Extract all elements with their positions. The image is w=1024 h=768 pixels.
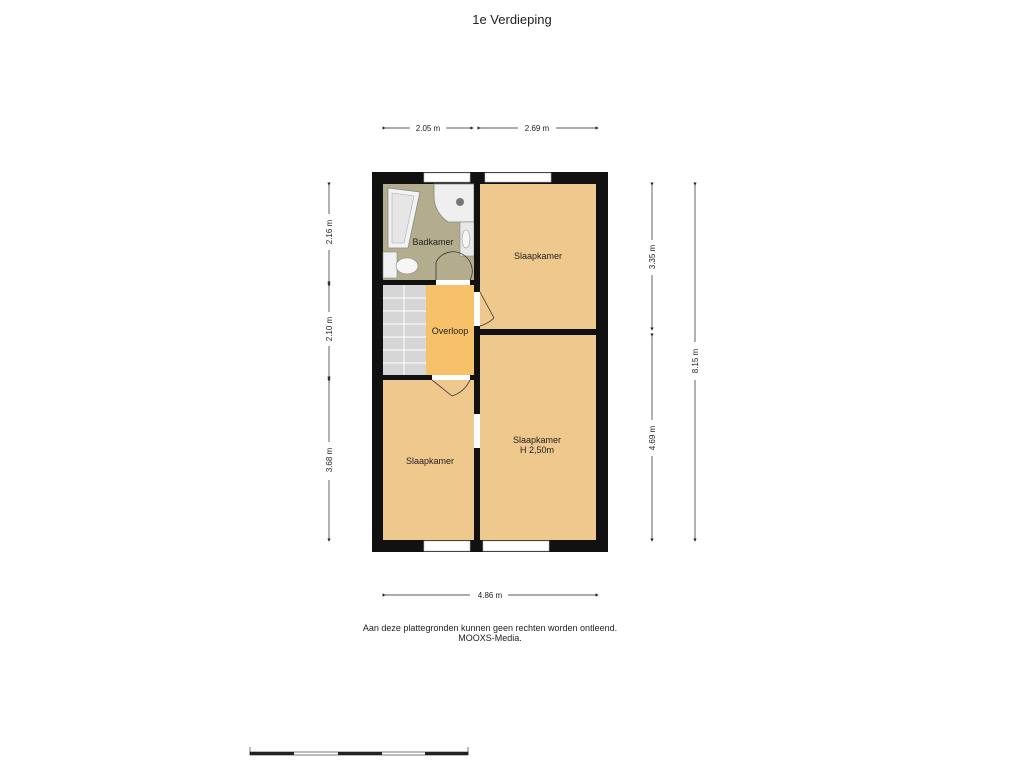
dim-label-bottom-total: 4.86 m	[477, 591, 503, 600]
dim-label-right-bottom: 4.69 m	[648, 425, 657, 451]
sink	[460, 222, 474, 256]
room-label-bathroom: Badkamer	[412, 237, 454, 247]
dim-label-left-top: 2.16 m	[325, 219, 334, 245]
room-label-bedroom-large-height: H 2,50m	[519, 445, 555, 455]
dim-label-right-total: 8.15 m	[691, 348, 700, 374]
room-label-bedroom-large: Slaapkamer	[512, 435, 562, 445]
dim-label-right-top: 3.35 m	[648, 244, 657, 270]
disclaimer-line-1: Aan deze plattegronden kunnen geen rechten worden ontleend.	[362, 623, 618, 633]
room-label-bedroom-left: Slaapkamer	[405, 456, 455, 466]
disclaimer-line-2: MOOXS-Media.	[458, 633, 522, 643]
dim-label-top-left: 2.05 m	[415, 124, 441, 133]
room-label-bedroom-top-right: Slaapkamer	[513, 251, 563, 261]
dim-label-left-mid: 2.10 m	[325, 316, 334, 342]
room-label-landing: Overloop	[431, 326, 469, 336]
dim-label-top-right: 2.69 m	[524, 124, 550, 133]
floor-title: 1e Verdieping	[472, 12, 552, 27]
dim-label-left-bottom: 3.68 m	[325, 447, 334, 473]
scale-bar	[250, 747, 468, 755]
disclaimer	[290, 623, 690, 643]
